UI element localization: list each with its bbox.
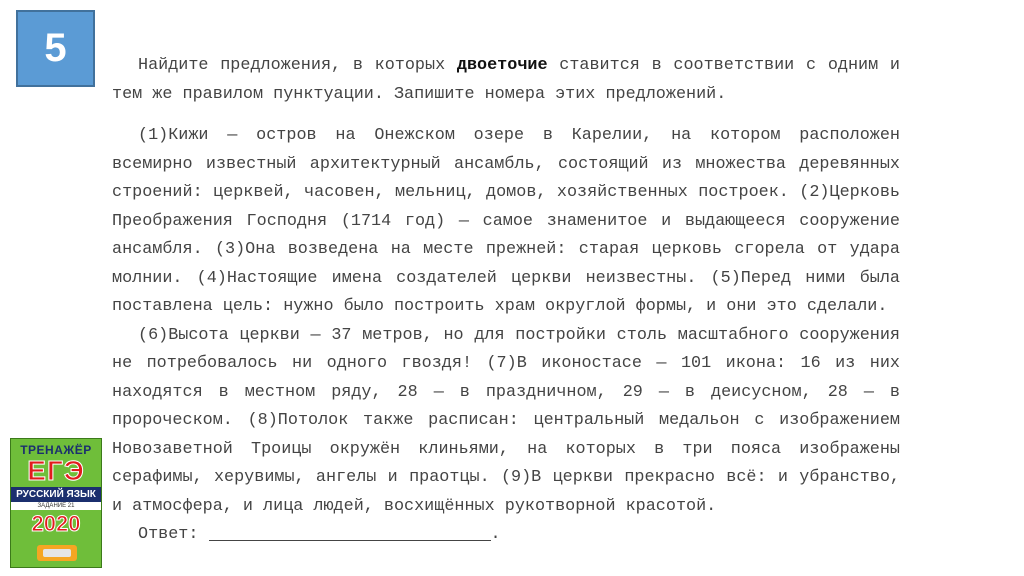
cover-subject: РУССКИЙ ЯЗЫК xyxy=(11,487,101,502)
answer-blank[interactable] xyxy=(209,522,491,541)
book-cover-image xyxy=(10,438,102,568)
task-number-badge xyxy=(16,10,95,87)
answer-label: Ответ: xyxy=(138,525,209,544)
text-paragraph-1: (1)Кижи — остров на Онежском озере в Карелии, на котором расположен всемирно известный архитектурный ансамбль, состоящий из множества деревянных строений: церквей, часовен, мельниц, домов, хозяйственных построек. (2)Церковь Преображения Господня (1714 год) — самое знаменитое и выдающееся сооружение ансамбля. (3)Она возведена на месте прежней: старая церковь сгорела от удара молнии. (4)Настоящие имена создателей церкви неизвестны. (5)Перед ними была поставлена цель: нужно было построить храм округлой формы, и они это сделали. xyxy=(112,126,900,316)
cover-brand: ЕГЭ xyxy=(27,455,85,486)
cover-top-text: ТРЕНАЖЁР xyxy=(20,443,92,457)
task-instruction: Найдите предложения, в которых двоеточие ставится в соответствии с одним и тем же правилом пунктуации. Запишите номера этих предложений. xyxy=(112,56,900,104)
task-content xyxy=(112,52,900,550)
cover-task-line: ЗАДАНИЕ 21 xyxy=(11,502,101,510)
task-keyword: двоеточие xyxy=(456,56,548,75)
cover-illustration xyxy=(37,545,77,561)
text-paragraph-2: (6)Высота церкви — 37 метров, но для постройки столь масштабного сооружения не потребовалось ни одного гвоздя! (7)В иконостасе — 101 икона: 16 из них находятся в местном ряду, 28 — в праздничном, 29 — в деисусном, 28 — в пророческом. (8)Потолок также расписан: центральный медальон с изображением Новозаветной Троицы окружён клиньями, на которых в три пояса изображены серафимы, херувимы, ангелы и праотцы. (9)В церкви прекрасно всё: и убранство, и атмосфера, и лица людей, восхищённых рукотворной красотой. xyxy=(112,325,900,516)
cover-year: 2020 xyxy=(31,511,81,536)
answer-row: Ответ: . xyxy=(112,521,900,550)
task-number: 5 xyxy=(44,26,67,70)
